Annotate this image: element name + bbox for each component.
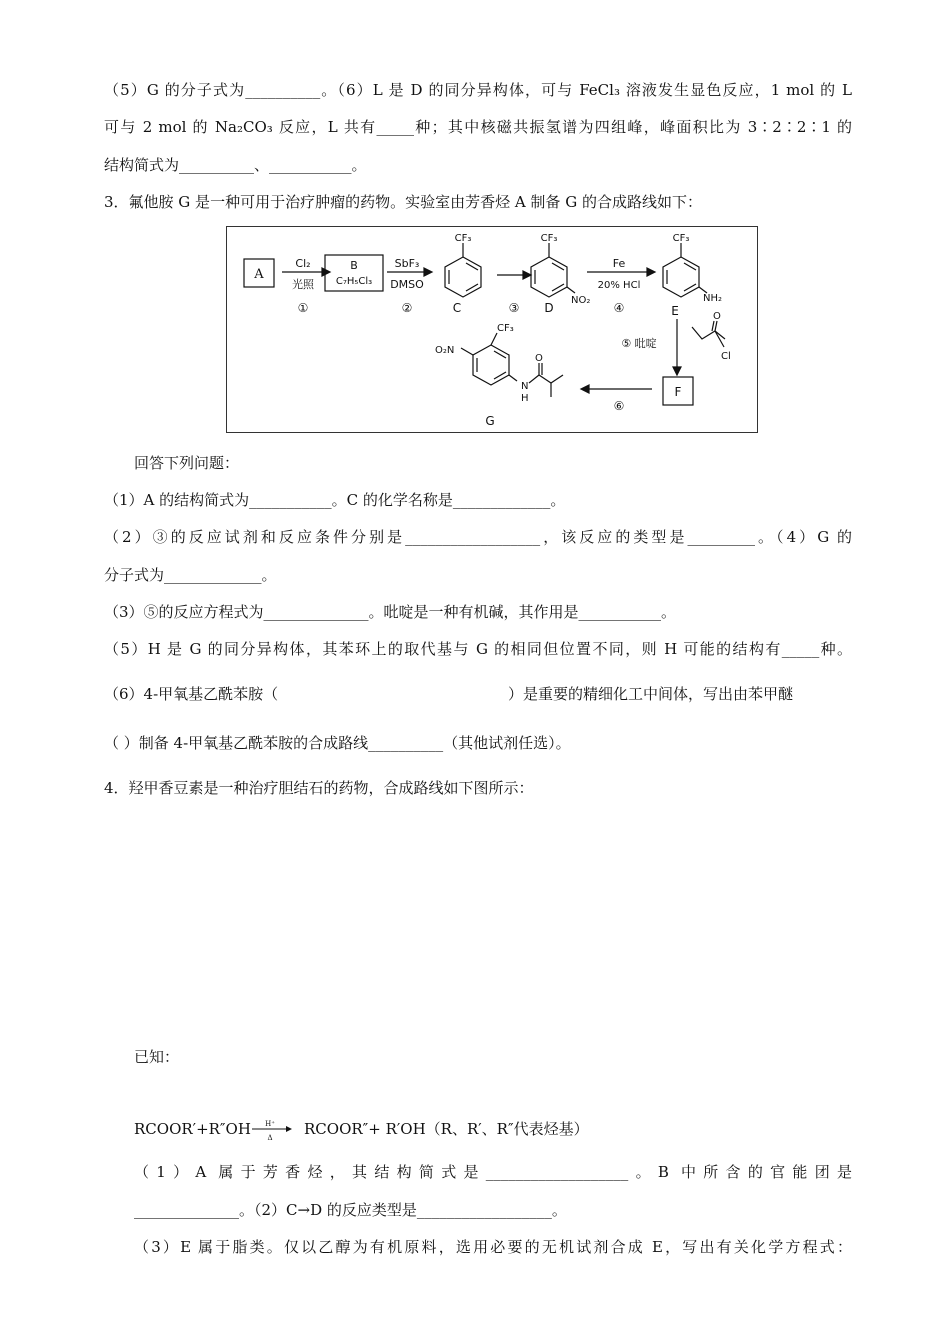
ring-C bbox=[445, 257, 481, 297]
o2n-group-G: O₂N bbox=[435, 345, 455, 356]
step4-condition: 20% HCl bbox=[597, 280, 641, 291]
step2-condition: DMSO bbox=[390, 278, 424, 291]
step2-number: ② bbox=[401, 301, 413, 315]
q4-part1-line1: （1）A 属于芳香烃，其结构简式是___________________。B 中所含的官能团是 bbox=[134, 1163, 852, 1181]
arrow-condition-below: Δ bbox=[267, 1134, 273, 1141]
equation-arrow bbox=[250, 1117, 292, 1141]
step1-number: ① bbox=[297, 301, 309, 315]
answer-intro: 回答下列问题： bbox=[134, 454, 240, 472]
box-B-label: B bbox=[350, 259, 358, 272]
known-label: 已知： bbox=[134, 1048, 180, 1066]
label-D: D bbox=[544, 301, 554, 315]
box-F-label: F bbox=[674, 385, 682, 399]
label-C: C bbox=[452, 301, 462, 315]
step6-number: ⑥ bbox=[613, 399, 625, 413]
q4-part3: （3）E 属于脂类。仅以乙醇为有机原料，选用必要的无机试剂合成 E，写出有关化学方程式： bbox=[134, 1238, 852, 1256]
step2-reagent: SbF₃ bbox=[394, 257, 420, 270]
q3-part6-line1-right: ）是重要的精细化工中间体，写出由苯甲醚 bbox=[508, 685, 794, 703]
synthesis-scheme bbox=[226, 226, 758, 433]
step1-reagent: Cl₂ bbox=[295, 257, 311, 270]
ring-E bbox=[663, 257, 699, 297]
cf3-group-E: CF₃ bbox=[672, 233, 690, 244]
cf3-group-D: CF₃ bbox=[540, 233, 558, 244]
q3-part6-line1-left: （6）4-甲氧基乙酰苯胺（ bbox=[104, 685, 279, 703]
known-equation-right: RCOOR″+ R′OH（R、R′、R″代表烃基） bbox=[304, 1120, 589, 1138]
question-4-title: 4．羟甲香豆素是一种治疗胆结石的药物，合成路线如下图所示： bbox=[104, 779, 534, 797]
q3-part2-line1: （2）③的反应试剂和反应条件分别是__________________，该反应的类型是_________。（4）G 的 bbox=[104, 528, 852, 546]
text-line-q2-6-answer: 结构简式为__________、___________。 bbox=[104, 156, 367, 174]
step4-number: ④ bbox=[613, 301, 625, 315]
no2-group-D: NO₂ bbox=[571, 295, 591, 306]
step3-number: ③ bbox=[508, 301, 520, 315]
nh2-group-E: NH₂ bbox=[703, 293, 723, 304]
ring-G bbox=[473, 345, 509, 385]
question-3-title: 3．氟他胺 G 是一种可用于治疗肿瘤的药物。实验室由芳香烃 A 制备 G 的合成路线如下： bbox=[104, 193, 702, 211]
amide-h: H bbox=[521, 393, 529, 404]
q3-part2-line2: 分子式为_____________。 bbox=[104, 566, 277, 584]
arrow-condition-above: H⁺ bbox=[265, 1120, 275, 1128]
step5-condition: ⑤ 吡啶 bbox=[621, 337, 657, 350]
label-G: G bbox=[485, 414, 495, 428]
cf3-group-C: CF₃ bbox=[454, 233, 472, 244]
step1-condition: 光照 bbox=[292, 278, 314, 291]
chloride-atom: Cl bbox=[721, 351, 731, 362]
known-equation-left: RCOOR′+R″OH bbox=[134, 1120, 251, 1138]
q3-part5: （5）H 是 G 的同分异构体，其苯环上的取代基与 G 的相同但位置不同，则 H 可能的结构有_____种。 bbox=[104, 640, 852, 658]
q3-part1: （1）A 的结构简式为___________。C 的化学名称是_____________。 bbox=[104, 491, 566, 509]
step4-reagent: Fe bbox=[612, 257, 626, 270]
box-A-label: A bbox=[254, 267, 264, 282]
text-line-q2-5: （5）G 的分子式为__________。（6）L 是 D 的同分异构体，可与 FeCl₃ 溶液发生显色反应，1 mol 的 L bbox=[104, 81, 852, 99]
box-B-formula: C₇H₅Cl₃ bbox=[335, 276, 373, 287]
q4-part1-line2: ______________。（2）C→D 的反应类型是__________________。 bbox=[134, 1201, 567, 1219]
amide-o: O bbox=[535, 353, 543, 364]
text-line-q2-6: 可与 2 mol 的 Na₂CO₃ 反应，L 共有_____种；其中核磁共振氢谱为四组峰，峰面积比为 3∶2∶2∶1 的 bbox=[104, 118, 852, 136]
q3-part3: （3）⑤的反应方程式为______________。吡啶是一种有机碱，其作用是___________。 bbox=[104, 603, 677, 621]
q3-part6-line2: （ ）制备 4-甲氧基乙酰苯胺的合成路线__________（其他试剂任选）。 bbox=[104, 734, 571, 752]
label-E: E bbox=[671, 304, 679, 318]
amide-n: N bbox=[521, 381, 529, 392]
carbonyl-o-acyl-chloride: O bbox=[713, 311, 721, 322]
ring-D bbox=[531, 257, 567, 297]
cf3-group-G: CF₃ bbox=[497, 323, 514, 334]
